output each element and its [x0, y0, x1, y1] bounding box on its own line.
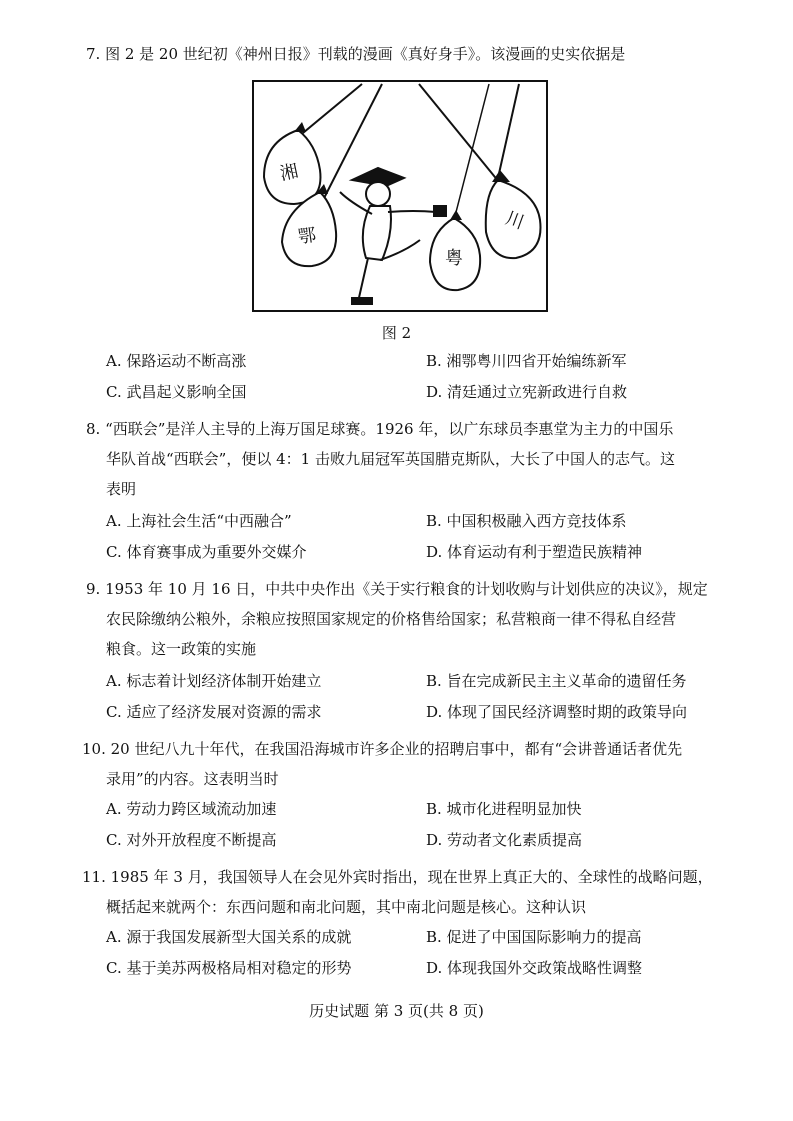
bag-label-xiang: 湘 [278, 160, 301, 185]
question-11-line-2: 概括起来就两个：东西问题和南北问题，其中南北问题是核心。这种认识 [106, 898, 587, 916]
question-9 [86, 574, 726, 664]
question-7 [86, 44, 726, 64]
question-9-line-3: 粮食。这一政策的实施 [106, 640, 257, 658]
option-7a[interactable]: A. 保路运动不断高涨 [106, 352, 247, 370]
question-8-line-3: 表明 [106, 480, 137, 498]
bag-label-e: 鄂 [296, 224, 318, 249]
question-9-options [106, 670, 726, 732]
option-9b[interactable]: B. 旨在完成新民主主义革命的遗留任务 [426, 672, 687, 690]
bag-label-chuan: 川 [502, 207, 527, 234]
option-10d[interactable]: D. 劳动者文化素质提高 [426, 831, 583, 849]
option-11d[interactable]: D. 体现我国外交政策战略性调整 [426, 959, 643, 977]
option-8c[interactable]: C. 体育赛事成为重要外交媒介 [106, 543, 307, 561]
question-11-line-1: 11. 1985 年 3 月，我国领导人在会见外宾时指出，现在世界上真正大的、全球性的战略问题， [82, 868, 713, 886]
option-8a[interactable]: A. 上海社会生活“中西融合” [106, 512, 292, 530]
cartoon-illustration [254, 82, 546, 310]
figure-caption: 图 2 [381, 324, 412, 342]
option-9c[interactable]: C. 适应了经济发展对资源的需求 [106, 703, 322, 721]
option-10a[interactable]: A. 劳动力跨区域流动加速 [106, 800, 277, 818]
question-8 [86, 414, 726, 504]
bag-label-yue: 粤 [445, 248, 463, 269]
option-9a[interactable]: A. 标志着计划经济体制开始建立 [106, 672, 322, 690]
question-10-line-1: 10. 20 世纪八九十年代，在我国沿海城市许多企业的招聘启事中，都有“会讲普通话者优先 [82, 740, 683, 758]
option-8d[interactable]: D. 体育运动有利于塑造民族精神 [426, 543, 643, 561]
cartoon-figure [252, 80, 548, 312]
bag-xiang [264, 122, 320, 204]
question-7-options [106, 350, 726, 412]
question-10 [82, 734, 722, 794]
option-8b[interactable]: B. 中国积极融入西方竞技体系 [426, 512, 627, 530]
question-10-line-2: 录用”的内容。这表明当时 [106, 770, 279, 788]
option-7c[interactable]: C. 武昌起义影响全国 [106, 383, 247, 401]
question-9-line-1: 9. 1953 年 10 月 16 日，中共中央作出《关于实行粮食的计划收购与计划供应的决议》，规定 [86, 580, 708, 598]
question-8-options [106, 510, 726, 572]
question-11-options [106, 926, 726, 988]
question-8-line-2: 华队首战“西联会”，便以 4：1 击败九届冠军英国腊克斯队，大长了中国人的志气。这 [106, 450, 675, 468]
bag-chuan [486, 170, 541, 258]
question-9-line-2: 农民除缴纳公粮外，余粮应按照国家规定的价格售给国家；私营粮商一律不得私自经营 [106, 610, 677, 628]
option-10c[interactable]: C. 对外开放程度不断提高 [106, 831, 277, 849]
bag-yue [430, 210, 480, 290]
option-9d[interactable]: D. 体现了国民经济调整时期的政策导向 [426, 703, 688, 721]
question-11 [82, 862, 722, 922]
page-footer: 历史试题 第 3 页(共 8 页) [309, 1002, 484, 1020]
option-11c[interactable]: C. 基于美苏两极格局相对稳定的形势 [106, 959, 352, 977]
option-11b[interactable]: B. 促进了中国国际影响力的提高 [426, 928, 642, 946]
question-8-line-1: 8. “西联会”是洋人主导的上海万国足球赛。1926 年，以广东球员李惠堂为主力的中国乐 [86, 420, 674, 438]
question-10-options [106, 798, 726, 860]
option-7d[interactable]: D. 清廷通过立宪新政进行自救 [426, 383, 628, 401]
option-10b[interactable]: B. 城市化进程明显加快 [426, 800, 582, 818]
kicking-figure [340, 168, 446, 304]
question-7-text: 7. 图 2 是 20 世纪初《神州日报》刊载的漫画《真好身手》。该漫画的史实依据是 [86, 45, 626, 63]
option-7b[interactable]: B. 湘鄂粤川四省开始编练新军 [426, 352, 627, 370]
option-11a[interactable]: A. 源于我国发展新型大国关系的成就 [106, 928, 352, 946]
